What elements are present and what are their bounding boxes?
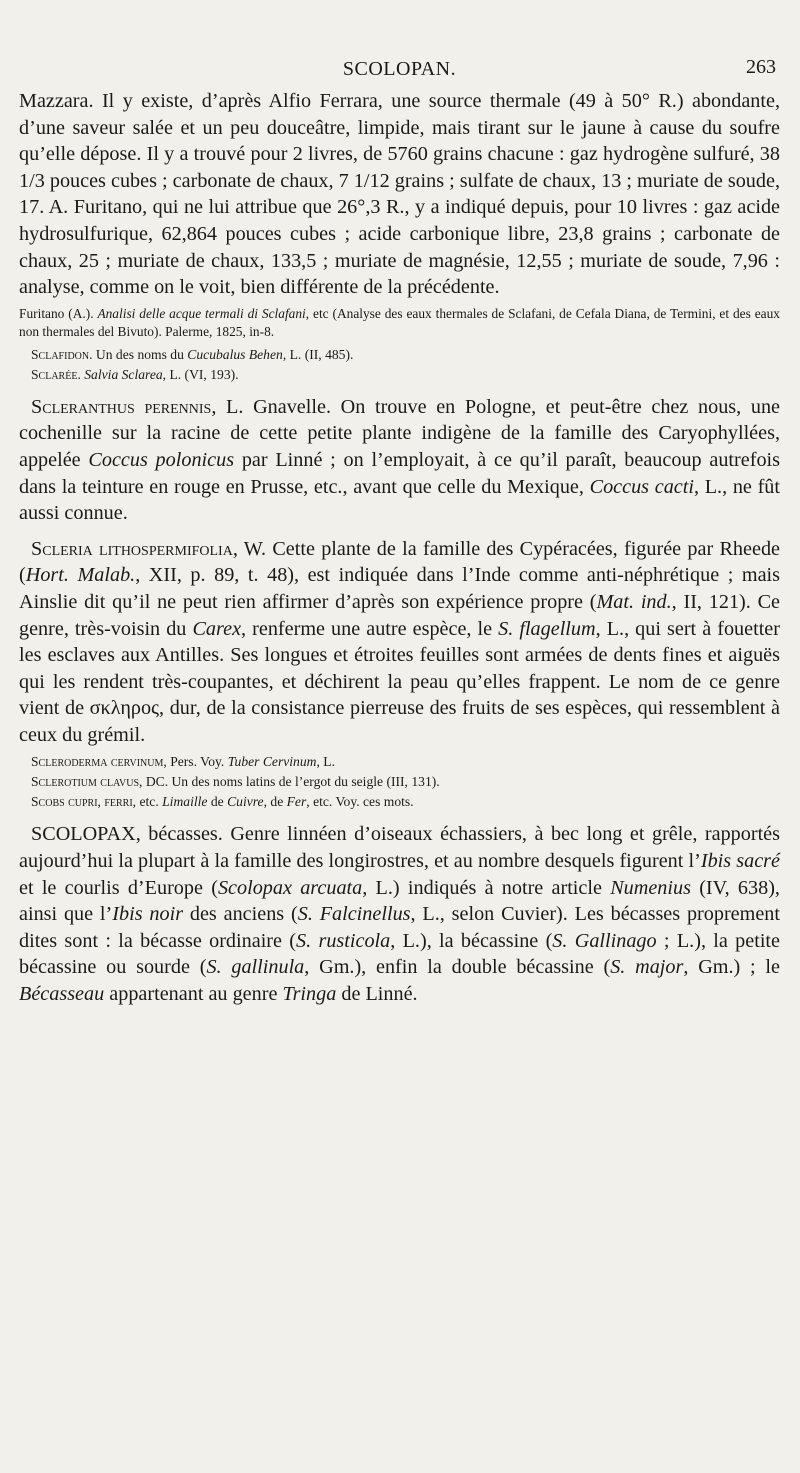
entry-scleria: Scleria lithospermifolia, W. Cette plante de la famille des Cypéracées, figurée par Rheede (Hort. Malab., XII, p. 89, t. 48), est indiquée dans l’Inde comme anti-néphrétique ; mais Ainslie dit qu’il ne peut rien affirmer d’après son expérience propre (Mat. ind., II, 121). Ce genre, très-voisin du Carex, renferme une autre espèce, le S. flagellum, L., qui sert à fouetter les esclaves aux Antilles. Ses longues et étroites feuilles sont armées de dents fines et aiguës qui les rendent très-coupantes, et déchirent la peau qu’elles frappent. Le nom de ce genre vient de σκληρος, dur, de la consistance pierreuse des fruits de ses espèces, qui ressemblent à ceux du grémil. — [19, 537, 781, 746]
paragraph-mazzara: Mazzara. Il y existe, d’après Alfio Ferrara, une source thermale (49 à 50° R.) abondante, d’une saveur salée et un peu douceâtre, limpide, mais tirant sur le jaune à cause du soufre qu’elle dépose. Il y a trouvé pour 2 livres, de 5760 grains chacune : gaz hydrogène sulfuré, 38 1/3 pouces cubes ; carbonate de chaux, 7 1/12 grains ; sulfate de chaux, 13 ; muriate de soude, 17. A. Furitano, qui ne lui attribue que 26°,3 R., y a indiqué depuis, pour 10 livres : gaz acide hydrosulfurique, 62,864 pouces cubes ; acide carbonique libre, 23,8 grains ; carbonate de chaux, 25 ; muriate de chaux, 133,5 ; muriate de magnésie, 12,55 ; muriate de soude, 7,96 : analyse, comme on le voit, bien différente de la précédente. — [19, 90, 780, 299]
page-number: 263 — [746, 56, 776, 78]
running-title: SCOLOPAN. — [342, 58, 457, 80]
note-furitano: Furitano (A.). Analisi delle acque termali di Sclafani, etc (Analyse des eaux thermales de Sclafani, de Cefala Diana, de Termini, et des eaux non thermales del Bivuto). Palerme, 1825, in-8. — [19, 305, 780, 339]
entry-scleranthus: Scleranthus perennis, L. Gnavelle. On trouve en Pologne, et peut-être chez nous, une cochenille sur la racine de cette petite plante indigène de la famille des Caryophyllées, appelée Coccus polonicus par Linné ; on l’employait, à ce qu’il paraît, beaucoup autrefois dans la teinture en rouge en Prusse, etc., avant que celle du Mexique, Coccus cacti, L., ne fût aussi connue. — [19, 395, 781, 525]
page-header — [19, 52, 780, 88]
entry-scleroderma: Scleroderma cervinum, Pers. Voy. Tuber Cervinum, L. — [31, 754, 335, 770]
entry-scolopax: SCOLOPAX, bécasses. Genre linnéen d’oiseaux échassiers, à bec long et grêle, rapportés aujourd’hui la plupart à la famille des longirostres, et au nombre desquels figurent l’Ibis sacré et le courlis d’Europe (Scolopax arcuata, L.) indiqués à notre article Numenius (IV, 638), ainsi que l’Ibis noir des anciens (S. Falcinellus, L., selon Cuvier). Les bécasses proprement dites sont : la bécasse ordinaire (S. rusticola, L.), la bécassine (S. Gallinago ; L.), la petite bécassine ou sourde (S. gallinula, Gm.), enfin la double bécassine (S. major, Gm.) ; le Bécasseau appartenant au genre Tringa de Linné. — [19, 823, 781, 1006]
entry-sclaree: Sclarée. Salvia Sclarea, L. (VI, 193). — [31, 366, 239, 382]
entry-sclerotium: Sclerotium clavus, DC. Un des noms latins de l’ergot du seigle (III, 131). — [31, 774, 440, 790]
entry-scobs: Scobs cupri, ferri, etc. Limaille de Cuivre, de Fer, etc. Voy. ces mots. — [31, 794, 414, 810]
entry-sclafidon: Sclafidon. Un des noms du Cucubalus Behen, L. (II, 485). — [31, 346, 354, 362]
